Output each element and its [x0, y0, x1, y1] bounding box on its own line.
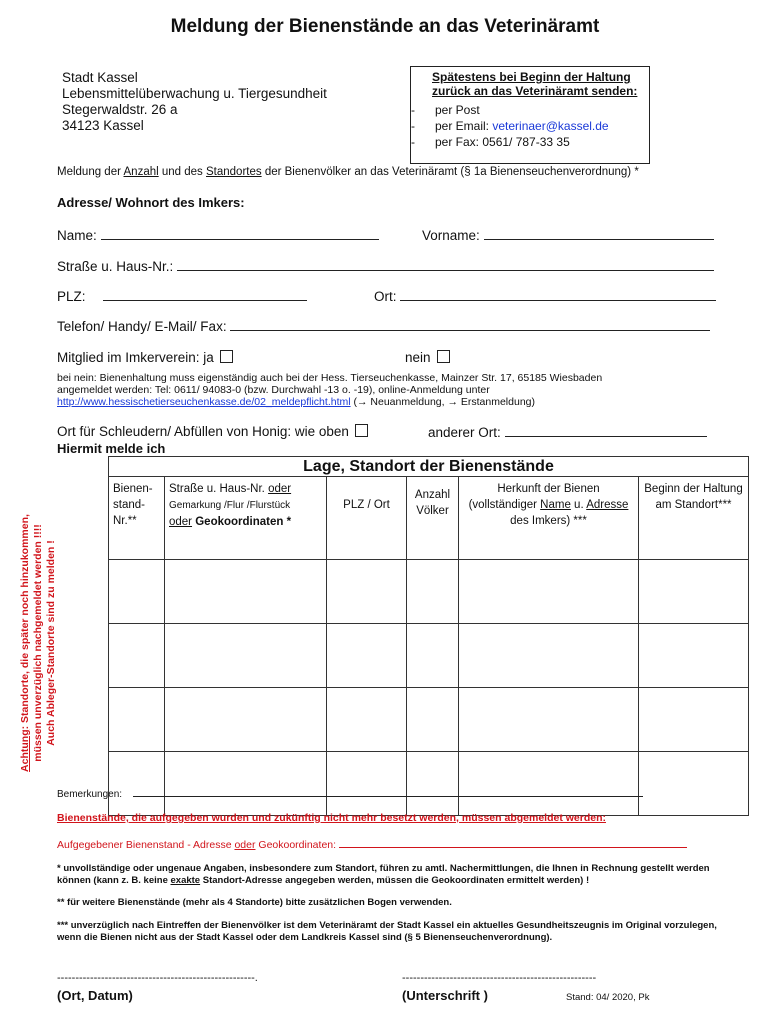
contact-field[interactable]	[57, 318, 710, 334]
meldepflicht-link[interactable]: http://www.hessischetierseuchenkasse.de/02_meldepflicht.html	[57, 396, 351, 408]
name-field[interactable]	[57, 227, 379, 243]
apiary-table	[108, 456, 748, 816]
table-row	[109, 688, 749, 752]
table-cell[interactable]	[165, 624, 327, 688]
table-cell[interactable]	[639, 624, 749, 688]
table-cell[interactable]	[165, 560, 327, 624]
table-cell[interactable]	[459, 752, 639, 816]
table-cell[interactable]	[327, 560, 407, 624]
col-header-plz: PLZ / Ort	[327, 477, 407, 560]
table-cell[interactable]	[639, 752, 749, 816]
footnote-3: *** unverzüglich nach Eintreffen der Bienenvölker ist dem Veterinäramt der Stadt Kassel ein aktuelles Gesundheitszeugnis im Original vorzulegen, wenn die Bienen nicht aus der Stadt Kassel oder dem Landkreis Kassel sind (§ 5 Bienenseuchenverordnung).	[57, 920, 717, 943]
table-cell[interactable]	[165, 688, 327, 752]
street-field[interactable]	[57, 258, 714, 274]
ort-line[interactable]	[400, 288, 716, 301]
plz-label: PLZ:	[57, 289, 86, 304]
table-title: Lage, Standort der Bienenstände	[109, 457, 749, 477]
signature-line[interactable]: -----------------------------------------------------	[402, 972, 597, 984]
table-cell[interactable]	[327, 752, 407, 816]
plz-line[interactable]	[103, 288, 307, 301]
col-header-anzahl: Anzahl Völker	[407, 477, 459, 560]
extraction-location-other[interactable]	[428, 424, 707, 440]
member-label: Mitglied im Imkerverein: ja	[57, 350, 214, 365]
method-post: - per Post	[411, 103, 480, 117]
signature-label: (Unterschrift )	[402, 988, 488, 1003]
table-row	[109, 560, 749, 624]
other-location-label: anderer Ort:	[428, 425, 501, 440]
extraction-location-same[interactable]	[57, 424, 368, 439]
member-nein-checkbox[interactable]	[437, 350, 450, 363]
address-line-4: 34123 Kassel	[62, 118, 144, 133]
contact-line[interactable]	[230, 318, 710, 331]
table-cell[interactable]	[109, 752, 165, 816]
place-date-label: (Ort, Datum)	[57, 988, 133, 1003]
extraction-label: Ort für Schleudern/ Abfüllen von Honig: wie oben	[57, 424, 349, 439]
tierseuchenkasse-note: bei nein: Bienenhaltung muss eigenständig auch bei der Hess. Tierseuchenkasse, Mainzer Str. 17, 65185 Wiesbaden angemeldet werden: Tel: 0611/ 94083-0 (bzw. Durchwahl -13 o. -19), online-Anmeldung unter http://www.hessischetierseuchenkasse.de/02_meldepflicht.html (→ Neuanmeldung, → Erstanmeldung)	[57, 372, 603, 408]
address-line-3: Stegerwaldstr. 26 a	[62, 102, 178, 117]
remarks-field[interactable]	[57, 788, 643, 800]
remarks-line[interactable]	[133, 788, 643, 797]
footnote-1: * unvollständige oder ungenaue Angaben, insbesondere zum Standort, führen zu amtl. Nachermittlungen, die Ihnen in Rechnung gestellt werden können (kann z. B. keine exakte Standort-Adresse angegeben werden, müssen die Geokoordinaten ermittelt werden) !	[57, 863, 710, 886]
email-link[interactable]: veterinaer@kassel.de	[492, 119, 609, 133]
version-stamp: Stand: 04/ 2020, Pk	[566, 992, 650, 1003]
address-line-1: Stadt Kassel	[62, 70, 138, 85]
hereby-report: Hiermit melde ich	[57, 441, 166, 456]
table-cell[interactable]	[407, 624, 459, 688]
table-cell[interactable]	[459, 624, 639, 688]
col-header-beginn: Beginn der Haltung am Standort***	[639, 477, 749, 560]
table-cell[interactable]	[639, 688, 749, 752]
vorname-label: Vorname:	[422, 228, 480, 243]
footnote-2: ** für weitere Bienenstände (mehr als 4 Standorte) bitte zusätzlichen Bogen verwenden.	[57, 897, 452, 908]
table-row	[109, 752, 749, 816]
table-cell[interactable]	[407, 688, 459, 752]
report-statement: Meldung der Anzahl und des Standortes der Bienenvölker an das Veterinäramt (§ 1a Bienenseuchenverordnung) *	[57, 166, 639, 178]
remarks-label: Bemerkungen:	[57, 789, 123, 800]
vorname-field[interactable]	[422, 227, 714, 243]
table-cell[interactable]	[109, 560, 165, 624]
deadline-box	[410, 66, 650, 164]
address-line-2: Lebensmittelüberwachung u. Tiergesundheit	[62, 86, 327, 101]
ort-label: Ort:	[374, 289, 397, 304]
submission-methods	[411, 102, 641, 150]
deadline-title: Spätestens bei Beginn der Haltung zurück an das Veterinäramt senden:	[432, 70, 638, 98]
beekeeper-address-heading: Adresse/ Wohnort des Imkers:	[57, 195, 245, 210]
member-ja-checkbox[interactable]	[220, 350, 233, 363]
name-label: Name:	[57, 228, 97, 243]
table-cell[interactable]	[109, 624, 165, 688]
page-title: Meldung der Bienenstände an das Veterinäramt	[170, 16, 600, 37]
date-line[interactable]: ------------------------------------------------------.	[57, 972, 258, 984]
name-line[interactable]	[101, 227, 379, 240]
table-cell[interactable]	[327, 688, 407, 752]
col-header-nr: Bienen-stand-Nr.**	[109, 477, 165, 560]
street-line[interactable]	[177, 258, 714, 271]
ort-field[interactable]	[374, 288, 716, 304]
method-fax: - per Fax: 0561/ 787-33 35	[411, 135, 570, 149]
other-location-line[interactable]	[505, 424, 707, 437]
member-ja-option[interactable]	[57, 350, 233, 365]
table-cell[interactable]	[459, 688, 639, 752]
abandoned-apiary-label: Aufgegebener Bienenstand - Adresse oder Geokoordinaten:	[57, 839, 337, 851]
contact-label: Telefon/ Handy/ E-Mail/ Fax:	[57, 319, 227, 334]
table-cell[interactable]	[407, 752, 459, 816]
method-email: - per Email: veterinaer@kassel.de	[411, 119, 609, 133]
col-header-herkunft: Herkunft der Bienen (vollständiger Name u. Adresse des Imkers) ***	[459, 477, 639, 560]
table-cell[interactable]	[327, 624, 407, 688]
abandoned-apiary-field[interactable]	[57, 838, 687, 851]
same-location-checkbox[interactable]	[355, 424, 368, 437]
member-nein-option[interactable]	[405, 350, 450, 365]
table-cell[interactable]	[459, 560, 639, 624]
plz-field[interactable]	[57, 288, 307, 304]
nein-label: nein	[405, 350, 431, 365]
table-row	[109, 624, 749, 688]
table-cell[interactable]	[639, 560, 749, 624]
recipient-address	[62, 70, 327, 134]
table-cell[interactable]	[109, 688, 165, 752]
vorname-line[interactable]	[484, 227, 714, 240]
col-header-strasse: Straße u. Haus-Nr. oder Gemarkung /Flur /Flurstück oder Geokoordinaten *	[165, 477, 327, 560]
deregistration-notice: Bienenstände, die aufgegeben wurden und zukünftig nicht mehr besetzt werden, müssen abgemeldet werden:	[57, 812, 606, 824]
table-cell[interactable]	[165, 752, 327, 816]
street-label: Straße u. Haus-Nr.:	[57, 259, 174, 274]
side-warning: Achtung: Standorte, die später noch hinzukommen, müssen unverzüglich nachgemeldet werden !!!! Auch Ableger-Standorte sind zu melden !	[19, 514, 57, 772]
abandoned-apiary-line[interactable]	[339, 838, 687, 848]
table-cell[interactable]	[407, 560, 459, 624]
